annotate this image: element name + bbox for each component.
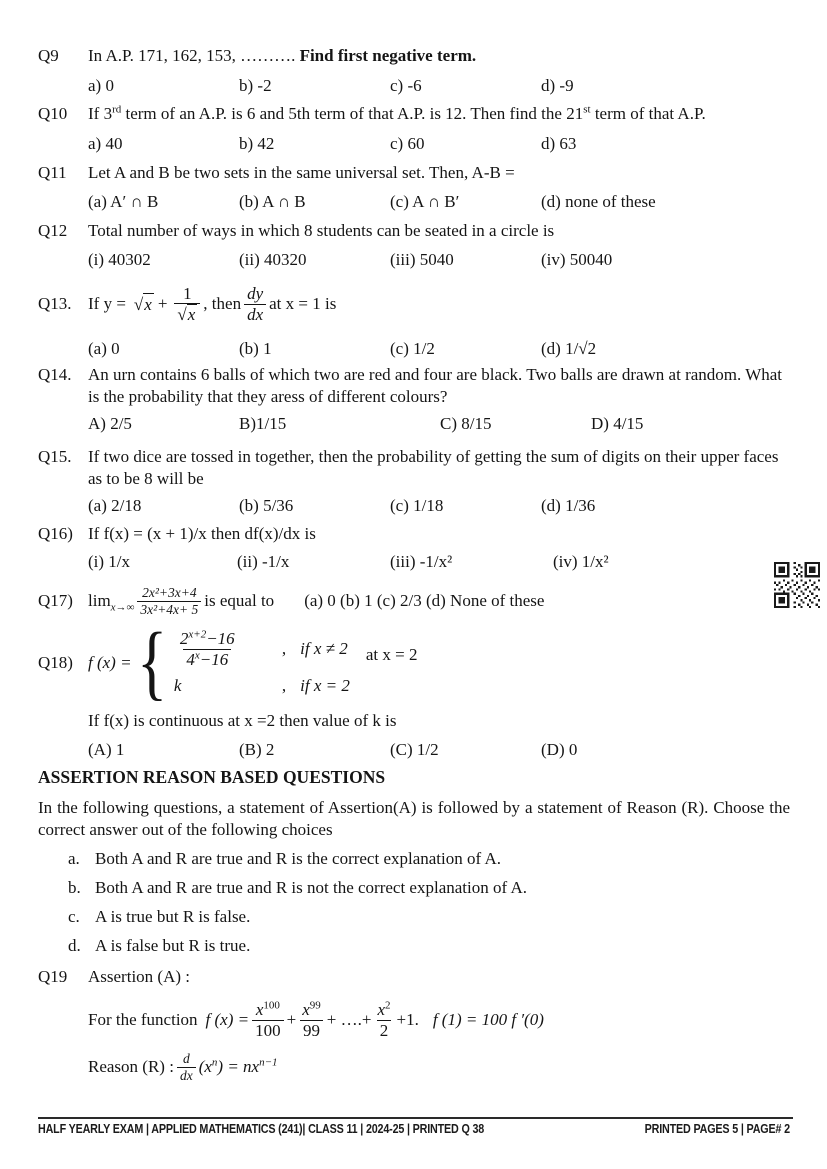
- question-number: Q9: [38, 46, 59, 65]
- question-number: Q13.: [38, 294, 72, 313]
- question-q16: [38, 523, 790, 545]
- option: C) 8/15: [440, 414, 492, 433]
- question-number: Q14.: [38, 365, 72, 384]
- function-notation: f (x) =: [205, 1010, 250, 1029]
- options-q16: [88, 552, 807, 572]
- question-number: Q17): [38, 591, 73, 610]
- footer-rule: [38, 1117, 793, 1119]
- choice-letter: a.: [68, 849, 80, 868]
- question-q18: [38, 616, 790, 710]
- options-q12: [88, 250, 807, 270]
- q19-assertion-formula: [88, 992, 790, 1048]
- math-text: is equal to: [204, 591, 275, 610]
- function-value: f (1) = 100 f ′(0): [432, 1010, 544, 1029]
- question-number: Q19: [38, 967, 68, 986]
- piecewise-brace: {: [136, 616, 167, 710]
- fraction: $\frac{x^{100}}{100}$: [252, 1000, 284, 1039]
- choice-letter: b.: [68, 878, 81, 897]
- sqrt-x: √x: [177, 305, 196, 324]
- plus-sign: +: [286, 1010, 297, 1029]
- question-text: Total number of ways in which 8 students can be seated in a circle is: [88, 221, 555, 240]
- question-text: In A.P. 171, 162, 153, ………. Find first negative term.: [88, 46, 477, 65]
- option: (A) 1: [88, 740, 125, 759]
- limit: $\lim_{x\to\infty}$: [88, 591, 135, 614]
- choice-letter: c.: [68, 907, 80, 926]
- plus-sign: +: [157, 294, 168, 313]
- plus-one: +1.: [396, 1010, 419, 1029]
- option: (iv) 50040: [541, 250, 613, 269]
- choice-text: A is false but R is true.: [95, 936, 251, 955]
- options-q11: [88, 192, 807, 212]
- option: (iii) -1/x²: [390, 552, 453, 571]
- option: a) 0: [88, 76, 114, 95]
- question-q12: [38, 220, 790, 242]
- math-text: For the function: [88, 1010, 198, 1029]
- fraction: $\frac{x^{99}}{99}$: [299, 1000, 324, 1039]
- question-q14: [38, 364, 790, 408]
- options-q9: [88, 76, 807, 96]
- options-q10: [88, 134, 807, 154]
- option: (iv) 1/x²: [553, 552, 609, 571]
- math-text: Reason (R) :: [88, 1057, 174, 1076]
- question-number: Q10: [38, 104, 68, 123]
- fraction: $\frac{1}{√x}$: [174, 284, 200, 324]
- case-condition: if x ≠ 2: [300, 639, 348, 658]
- assertion-choice-d: [68, 936, 250, 956]
- option: c) 60: [390, 134, 425, 153]
- option: a) 40: [88, 134, 123, 153]
- qr-code: [772, 562, 822, 608]
- power-rule: $(x^n) = nx^{n-1}$: [198, 1056, 278, 1076]
- inline-options: (a) 0 (b) 1 (c) 2/3 (d) None of these: [304, 591, 545, 610]
- section-intro: In the following questions, a statement of Assertion(A) is followed by a statement of Reason (R). Choose the correct answer out of the following choices: [38, 798, 790, 839]
- limit-subscript: x→∞: [110, 601, 135, 614]
- fraction: $\frac{x^2}{2}$: [377, 999, 391, 1040]
- option: (C) 1/2: [390, 740, 439, 759]
- question-q15: [38, 446, 790, 490]
- question-number: Q11: [38, 163, 67, 182]
- fraction: $\frac{2^{x+2}-16}{4^x-16}$: [179, 628, 235, 669]
- option: A) 2/5: [88, 414, 132, 433]
- option: d) 63: [541, 134, 577, 153]
- choice-text: A is true but R is false.: [95, 907, 251, 926]
- assertion-choice-a: [68, 849, 501, 869]
- option: (c) A ∩ B′: [390, 192, 460, 211]
- option: (iii) 5040: [390, 250, 454, 269]
- options-q13: [88, 339, 807, 359]
- assertion-choice-b: [68, 878, 527, 898]
- question-q18-continued: [38, 710, 790, 732]
- option: (D) 0: [541, 740, 578, 759]
- option: d) -9: [541, 76, 574, 95]
- superscript: rd: [112, 103, 122, 116]
- option: (a) A′ ∩ B: [88, 192, 159, 211]
- option: (b) 5/36: [239, 496, 294, 515]
- question-text: If 3rd term of an A.P. is 6 and 5th term of that A.P. is 12. Then find the 21st term of that A.P.: [88, 103, 706, 123]
- option: B)1/15: [239, 414, 287, 433]
- option: (b) 1: [239, 339, 272, 358]
- option: (c) 1/2: [390, 339, 435, 358]
- option: (ii) 40320: [239, 250, 307, 269]
- option: (d) 1/36: [541, 496, 596, 515]
- question-q11: [38, 162, 790, 184]
- question-q13: [38, 278, 790, 330]
- options-q18: [88, 740, 807, 760]
- option: (d) 1/√2: [541, 339, 597, 358]
- option: (i) 40302: [88, 250, 151, 269]
- question-number: Q16): [38, 524, 73, 543]
- comma: ,: [281, 639, 287, 658]
- option: (ii) -1/x: [237, 552, 290, 571]
- question-number: Q18): [38, 653, 73, 672]
- question-text: An urn contains 6 balls of which two are red and four are black. Two balls are drawn at random. What is the probability that they aress of different colours?: [88, 365, 783, 406]
- option: b) 42: [239, 134, 275, 153]
- option: (b) A ∩ B: [239, 192, 306, 211]
- math-text: If y =: [88, 294, 126, 313]
- options-q14: [88, 414, 807, 434]
- question-number: Q12: [38, 221, 68, 240]
- math-text: , then: [203, 294, 242, 313]
- question-text: Let A and B be two sets in the same universal set. Then, A-B =: [88, 163, 515, 182]
- question-q19: [38, 966, 790, 988]
- option: (i) 1/x: [88, 552, 131, 571]
- footer-left: HALF YEARLY EXAM | APPLIED MATHEMATICS (241)| CLASS 11 | 2024-25 | PRINTED Q 38: [38, 1122, 485, 1136]
- math-text: at x = 1 is: [269, 294, 337, 313]
- question-q10: [38, 103, 790, 125]
- fraction: $\frac{\text{2x²+3x+4}}{\text{3x²+4x+ 5}}$: [137, 585, 201, 616]
- question-q9: [38, 45, 790, 67]
- question-text: Assertion (A) :: [88, 967, 190, 986]
- piecewise-cases: [174, 629, 350, 696]
- section-heading: ASSERTION REASON BASED QUESTIONS: [38, 767, 386, 787]
- fraction-dy-dx: $\frac{dy}{dx}$: [244, 284, 266, 323]
- footer-right: PRINTED PAGES 5 | PAGE# 2: [644, 1122, 790, 1136]
- choice-text: Both A and R are true and R is not the correct explanation of A.: [95, 878, 527, 897]
- choice-text: Both A and R are true and R is the correct explanation of A.: [95, 849, 502, 868]
- comma: ,: [281, 675, 287, 695]
- option: c) -6: [390, 76, 422, 95]
- fraction-d-dx: $\frac{d}{dx}$: [177, 1051, 196, 1082]
- option: (B) 2: [239, 740, 275, 759]
- superscript: st: [583, 103, 591, 116]
- question-text: If f(x) is continuous at x =2 then value of k is: [88, 711, 397, 730]
- plus-dots: + ….+: [326, 1010, 372, 1029]
- option: (c) 1/18: [390, 496, 444, 515]
- assertion-choice-c: [68, 907, 250, 927]
- question-text-bold: Find first negative term.: [299, 46, 477, 65]
- sqrt-x: √x: [133, 294, 152, 314]
- option: (d) none of these: [541, 192, 656, 211]
- option: (a) 2/18: [88, 496, 142, 515]
- at-condition: at x = 2: [365, 645, 418, 664]
- option: (a) 0: [88, 339, 120, 358]
- case-condition: if x = 2: [300, 675, 350, 695]
- case-value: k: [173, 675, 182, 695]
- page-footer: [38, 1122, 790, 1136]
- choice-letter: d.: [68, 936, 81, 955]
- options-q15: [88, 496, 807, 516]
- question-number: Q15.: [38, 447, 72, 466]
- q19-reason-formula: [88, 1044, 790, 1090]
- option: b) -2: [239, 76, 272, 95]
- question-text: If two dice are tossed in together, then the probability of getting the sum of digits on their upper faces as to be 8 will be: [88, 447, 779, 488]
- question-text: If f(x) = (x + 1)/x then df(x)/dx is: [88, 524, 316, 543]
- function-notation: f (x) =: [88, 653, 132, 672]
- option: D) 4/15: [591, 414, 644, 433]
